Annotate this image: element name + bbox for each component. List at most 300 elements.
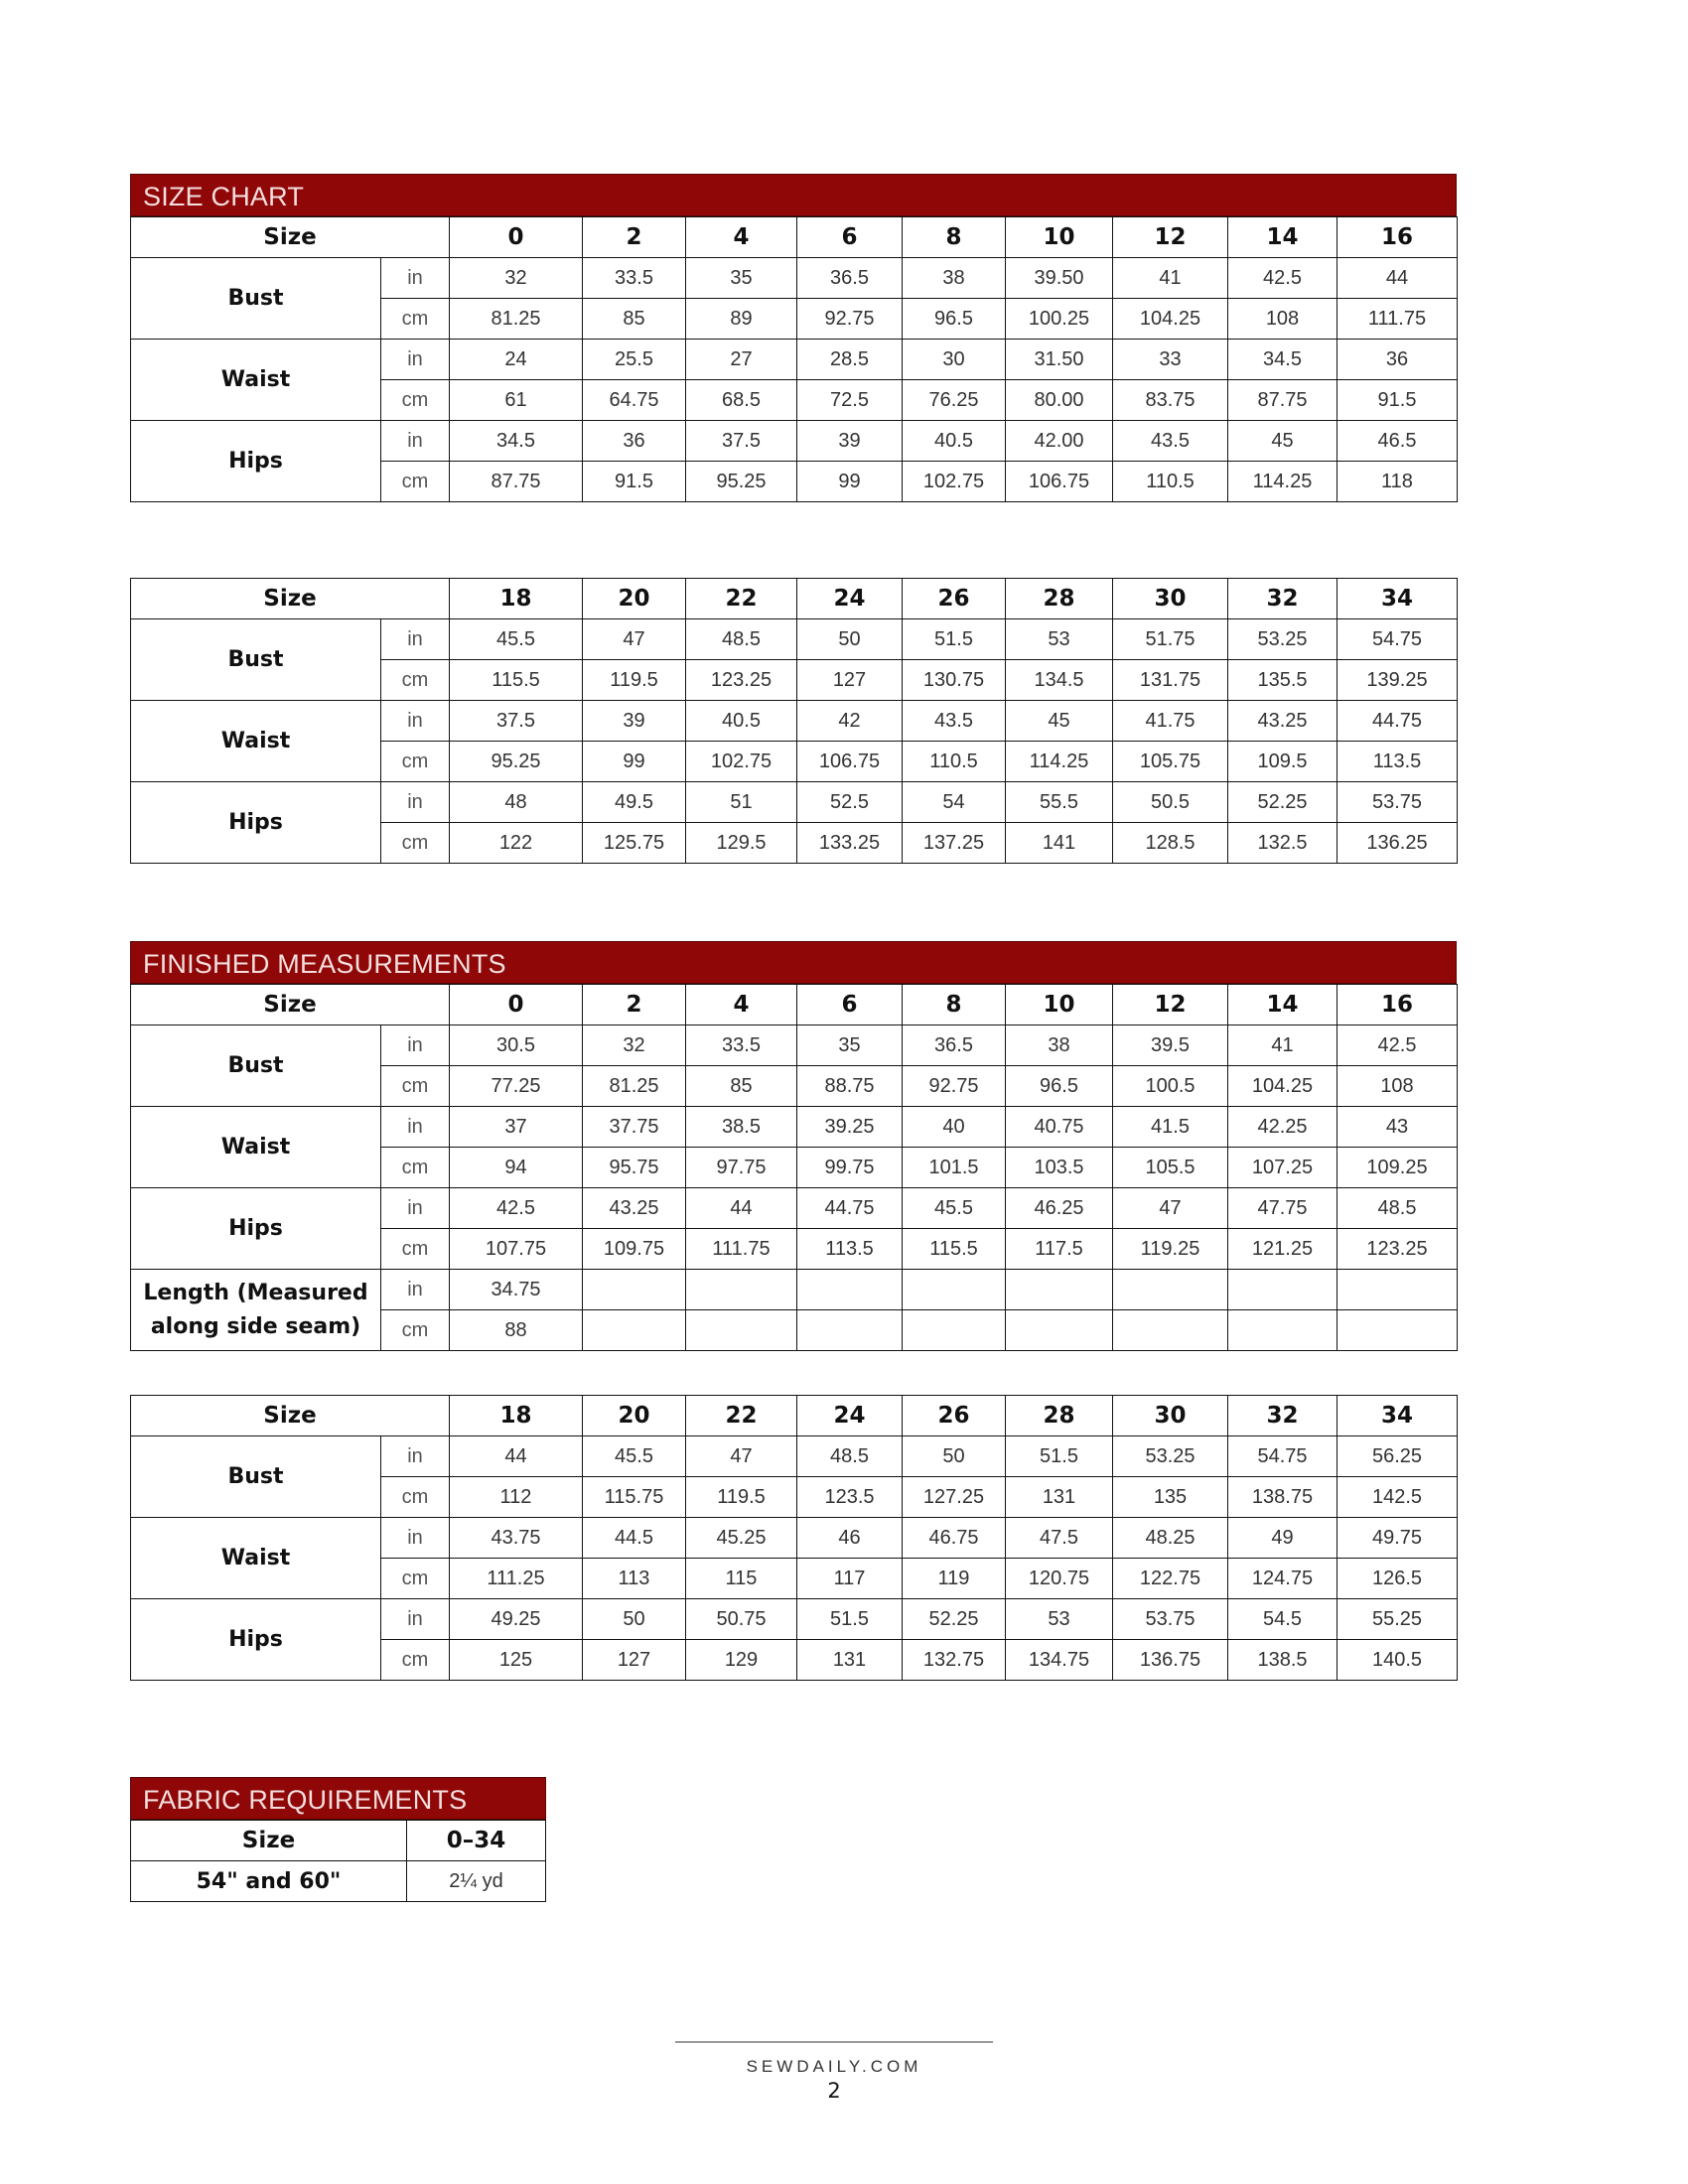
size-header-row [131,579,1458,619]
measurement-value: 127.25 [903,1477,1006,1518]
measurement-value: 132.5 [1228,823,1337,864]
measurement-value: 35 [686,258,797,299]
measurement-value: 33.5 [686,1025,797,1066]
measurement-value: 123.25 [1337,1229,1458,1270]
measurement-value: 139.25 [1337,660,1458,701]
measurement-row-in [131,782,1458,823]
size-column-header: 4 [686,217,797,258]
measurement-value: 41.75 [1113,701,1228,742]
measurement-value: 131 [797,1640,903,1681]
measurement-value: 44 [686,1188,797,1229]
measurement-value: 134.5 [1006,660,1113,701]
measurement-value: 122.75 [1113,1559,1228,1599]
measurement-value: 30 [903,340,1006,380]
measurement-value: 81.25 [583,1066,686,1107]
measurement-value: 138.75 [1228,1477,1337,1518]
measurement-value: 130.75 [903,660,1006,701]
size-label: Size [131,1396,450,1436]
measurement-value: 141 [1006,823,1113,864]
measurement-value: 37.75 [583,1107,686,1148]
measurement-value: 49.75 [1337,1518,1458,1559]
measurement-value: 111.25 [450,1559,583,1599]
unit-label: cm [381,1066,450,1107]
measurement-value: 48 [450,782,583,823]
measurement-value: 51.5 [1006,1436,1113,1477]
measurement-value: 37 [450,1107,583,1148]
fabric-amount: 2¼ yd [407,1861,546,1902]
measurement-value: 53.75 [1113,1599,1228,1640]
unit-label: in [381,1107,450,1148]
measurement-value: 91.5 [1337,380,1458,421]
measurement-value: 113.5 [1337,742,1458,782]
measurement-value: 129 [686,1640,797,1681]
measurement-value: 76.25 [903,380,1006,421]
size-label: Size [131,579,450,619]
measurement-value: 126.5 [1337,1559,1458,1599]
size-column-header: 24 [797,579,903,619]
measurement-value: 99.75 [797,1148,903,1188]
measurement-value: 54.75 [1337,619,1458,660]
unit-label: in [381,1599,450,1640]
size-column-header: 6 [797,985,903,1025]
measurement-value: 115 [686,1559,797,1599]
measurement-value: 49.25 [450,1599,583,1640]
measurement-value: 53.75 [1337,782,1458,823]
measurement-value: 87.75 [1228,380,1337,421]
measurement-value: 34.5 [1228,340,1337,380]
measurement-value: 37.5 [686,421,797,462]
fabric-row [131,1861,546,1902]
measurement-value: 52.25 [903,1599,1006,1640]
measurement-value: 39.50 [1006,258,1113,299]
measurement-value: 102.75 [903,462,1006,502]
measurement-value [1006,1270,1113,1310]
measurement-value: 87.75 [450,462,583,502]
measurement-value: 53 [1006,1599,1113,1640]
measurement-value: 118 [1337,462,1458,502]
measurement-value: 131 [1006,1477,1113,1518]
size-header-row [131,1396,1458,1436]
measurement-value: 51.75 [1113,619,1228,660]
measurement-value: 88.75 [797,1066,903,1107]
size-column-header: 26 [903,579,1006,619]
measurement-value: 34.75 [450,1270,583,1310]
measurement-value: 40.5 [686,701,797,742]
measurement-value: 51 [686,782,797,823]
size-column-header: 10 [1006,985,1113,1025]
unit-label: cm [381,1310,450,1351]
measurement-label: Waist [131,1518,381,1599]
unit-label: in [381,1436,450,1477]
measurement-value [1337,1270,1458,1310]
measurement-value: 106.75 [1006,462,1113,502]
finished-measurements-section-2 [130,1395,1457,1681]
measurement-value: 135.5 [1228,660,1337,701]
measurement-row-in [131,1188,1458,1229]
measurement-value: 115.5 [903,1229,1006,1270]
measurement-value: 36.5 [903,1025,1006,1066]
measurement-value: 25.5 [583,340,686,380]
measurement-value: 111.75 [686,1229,797,1270]
size-column-header: 22 [686,579,797,619]
measurement-value: 108 [1228,299,1337,340]
size-column-header: 22 [686,1396,797,1436]
measurement-value: 47 [583,619,686,660]
measurement-value: 42.25 [1228,1107,1337,1148]
measurement-value: 132.75 [903,1640,1006,1681]
fabric-requirements-section [130,1777,546,1902]
measurement-value [1228,1270,1337,1310]
measurement-value: 96.5 [1006,1066,1113,1107]
fabric-size-label: Size [131,1821,407,1861]
size-header-row [131,217,1458,258]
size-column-header: 8 [903,217,1006,258]
measurement-value: 38 [903,258,1006,299]
unit-label: cm [381,380,450,421]
measurement-value: 123.5 [797,1477,903,1518]
measurement-row-in [131,1518,1458,1559]
measurement-value: 51.5 [903,619,1006,660]
measurement-value: 30.5 [450,1025,583,1066]
fabric-size-range: 0–34 [407,1821,546,1861]
measurement-row-in [131,1270,1458,1310]
size-column-header: 8 [903,985,1006,1025]
size-label: Size [131,217,450,258]
measurement-value: 44.75 [1337,701,1458,742]
measurement-row-in [131,421,1458,462]
finished-measurements-title: FINISHED MEASUREMENTS [130,941,1457,984]
measurement-value: 33 [1113,340,1228,380]
measurement-value: 54 [903,782,1006,823]
size-column-header: 30 [1113,579,1228,619]
measurement-value: 53 [1006,619,1113,660]
measurement-value: 64.75 [583,380,686,421]
measurement-value: 48.25 [1113,1518,1228,1559]
size-column-header: 28 [1006,579,1113,619]
measurement-value: 136.75 [1113,1640,1228,1681]
measurement-value: 110.5 [903,742,1006,782]
measurement-value: 61 [450,380,583,421]
measurement-value: 94 [450,1148,583,1188]
measurement-value [1113,1310,1228,1351]
measurement-row-in [131,1025,1458,1066]
unit-label: in [381,258,450,299]
measurement-value: 42.5 [450,1188,583,1229]
measurement-label: Length (Measured along side seam) [131,1270,381,1351]
unit-label: cm [381,299,450,340]
size-column-header: 0 [450,985,583,1025]
measurement-value: 119 [903,1559,1006,1599]
measurement-value: 127 [797,660,903,701]
measurement-value: 41 [1228,1025,1337,1066]
measurement-value: 34.5 [450,421,583,462]
measurement-value: 48.5 [1337,1188,1458,1229]
measurement-value: 55.5 [1006,782,1113,823]
finished-table-1 [130,984,1458,1351]
size-column-header: 18 [450,579,583,619]
measurement-value: 46.25 [1006,1188,1113,1229]
unit-label: cm [381,1559,450,1599]
size-column-header: 14 [1228,985,1337,1025]
measurement-label: Bust [131,1025,381,1107]
fabric-header-row [131,1821,546,1861]
measurement-label: Hips [131,421,381,502]
fabric-table [130,1820,546,1902]
measurement-value: 40.5 [903,421,1006,462]
size-column-header: 20 [583,579,686,619]
measurement-value [797,1310,903,1351]
measurement-value: 109.5 [1228,742,1337,782]
measurement-value: 96.5 [903,299,1006,340]
finished-table-2 [130,1395,1458,1681]
size-column-header: 34 [1337,1396,1458,1436]
measurement-value: 33.5 [583,258,686,299]
unit-label: in [381,782,450,823]
measurement-value: 37.5 [450,701,583,742]
unit-label: cm [381,1640,450,1681]
measurement-value [583,1310,686,1351]
measurement-value: 114.25 [1228,462,1337,502]
measurement-value [903,1310,1006,1351]
measurement-value: 123.25 [686,660,797,701]
unit-label: in [381,421,450,462]
size-column-header: 4 [686,985,797,1025]
size-chart-section-2 [130,578,1457,864]
measurement-row-in [131,701,1458,742]
measurement-value: 50 [583,1599,686,1640]
measurement-value: 48.5 [686,619,797,660]
measurement-value: 45 [1006,701,1113,742]
measurement-value: 40 [903,1107,1006,1148]
measurement-value: 51.5 [797,1599,903,1640]
measurement-value: 115.5 [450,660,583,701]
measurement-value: 137.25 [903,823,1006,864]
measurement-value: 121.25 [1228,1229,1337,1270]
footer-divider [675,2041,993,2043]
measurement-value: 43.25 [1228,701,1337,742]
unit-label: in [381,701,450,742]
measurement-value: 95.75 [583,1148,686,1188]
measurement-value: 119.25 [1113,1229,1228,1270]
measurement-value: 44.5 [583,1518,686,1559]
measurement-value: 142.5 [1337,1477,1458,1518]
size-column-header: 14 [1228,217,1337,258]
measurement-value: 47.75 [1228,1188,1337,1229]
measurement-value: 48.5 [797,1436,903,1477]
size-column-header: 6 [797,217,903,258]
measurement-row-in [131,619,1458,660]
size-column-header: 32 [1228,1396,1337,1436]
size-column-header: 20 [583,1396,686,1436]
size-column-header: 28 [1006,1396,1113,1436]
measurement-value: 102.75 [686,742,797,782]
measurement-value [1228,1310,1337,1351]
size-column-header: 24 [797,1396,903,1436]
measurement-value: 46.5 [1337,421,1458,462]
measurement-value: 45 [1228,421,1337,462]
measurement-value [686,1310,797,1351]
measurement-value: 36 [583,421,686,462]
measurement-value: 99 [797,462,903,502]
unit-label: cm [381,1477,450,1518]
size-label: Size [131,985,450,1025]
size-column-header: 32 [1228,579,1337,619]
measurement-value: 105.75 [1113,742,1228,782]
page-footer [675,2041,993,2103]
measurement-value: 28.5 [797,340,903,380]
measurement-value: 127 [583,1640,686,1681]
measurement-label: Waist [131,701,381,782]
measurement-value: 44.75 [797,1188,903,1229]
measurement-value: 140.5 [1337,1640,1458,1681]
measurement-value: 39 [797,421,903,462]
unit-label: cm [381,823,450,864]
measurement-value: 43.75 [450,1518,583,1559]
measurement-value: 133.25 [797,823,903,864]
size-column-header: 34 [1337,579,1458,619]
size-chart-table-1 [130,216,1458,502]
measurement-value: 68.5 [686,380,797,421]
measurement-value: 43.5 [903,701,1006,742]
measurement-value: 27 [686,340,797,380]
measurement-value: 125.75 [583,823,686,864]
measurement-value: 92.75 [903,1066,1006,1107]
measurement-value: 89 [686,299,797,340]
measurement-value: 111.75 [1337,299,1458,340]
measurement-value: 107.25 [1228,1148,1337,1188]
measurement-label: Waist [131,340,381,421]
measurement-value: 42.5 [1228,258,1337,299]
measurement-value: 107.75 [450,1229,583,1270]
measurement-row-in [131,1107,1458,1148]
measurement-value: 35 [797,1025,903,1066]
measurement-value: 53.25 [1228,619,1337,660]
unit-label: in [381,619,450,660]
measurement-value [583,1270,686,1310]
unit-label: cm [381,1229,450,1270]
measurement-label: Bust [131,619,381,701]
measurement-value: 103.5 [1006,1148,1113,1188]
measurement-value: 44 [1337,258,1458,299]
unit-label: cm [381,742,450,782]
measurement-value: 47 [686,1436,797,1477]
measurement-value: 105.5 [1113,1148,1228,1188]
measurement-value: 32 [583,1025,686,1066]
measurement-value: 101.5 [903,1148,1006,1188]
measurement-value: 43.25 [583,1188,686,1229]
measurement-value: 41 [1113,258,1228,299]
measurement-value: 119.5 [686,1477,797,1518]
measurement-value: 53.25 [1113,1436,1228,1477]
measurement-value: 108 [1337,1066,1458,1107]
page-number: 2 [827,2079,841,2103]
measurement-value: 88 [450,1310,583,1351]
measurement-value: 114.25 [1006,742,1113,782]
measurement-value: 117 [797,1559,903,1599]
measurement-value: 85 [583,299,686,340]
measurement-value: 113.5 [797,1229,903,1270]
measurement-value: 41.5 [1113,1107,1228,1148]
measurement-value: 24 [450,340,583,380]
size-column-header: 2 [583,217,686,258]
measurement-row-in [131,340,1458,380]
measurement-value: 115.75 [583,1477,686,1518]
size-column-header: 2 [583,985,686,1025]
unit-label: in [381,1025,450,1066]
unit-label: in [381,1188,450,1229]
measurement-value: 42.5 [1337,1025,1458,1066]
fabric-width-label: 54" and 60" [131,1861,407,1902]
footer-site: SEWDAILY.COM [746,2057,922,2076]
measurement-value: 45.5 [450,619,583,660]
size-chart-section [130,174,1457,502]
measurement-value: 36 [1337,340,1458,380]
measurement-value: 42 [797,701,903,742]
size-column-header: 10 [1006,217,1113,258]
measurement-value: 39.5 [1113,1025,1228,1066]
measurement-value: 38.5 [686,1107,797,1148]
measurement-value: 52.25 [1228,782,1337,823]
measurement-value [797,1270,903,1310]
measurement-value: 106.75 [797,742,903,782]
measurement-value: 131.75 [1113,660,1228,701]
measurement-value: 50.75 [686,1599,797,1640]
measurement-value: 129.5 [686,823,797,864]
measurement-row-in [131,1436,1458,1477]
measurement-value: 49 [1228,1518,1337,1559]
measurement-value: 125 [450,1640,583,1681]
measurement-label: Bust [131,258,381,340]
measurement-value: 32 [450,258,583,299]
measurement-value: 112 [450,1477,583,1518]
measurement-value: 54.75 [1228,1436,1337,1477]
measurement-value: 81.25 [450,299,583,340]
measurement-value: 44 [450,1436,583,1477]
measurement-value: 104.25 [1228,1066,1337,1107]
measurement-value: 54.5 [1228,1599,1337,1640]
measurement-value: 104.25 [1113,299,1228,340]
measurement-value: 50 [903,1436,1006,1477]
measurement-value: 39.25 [797,1107,903,1148]
measurement-value: 109.75 [583,1229,686,1270]
measurement-label: Hips [131,1188,381,1270]
unit-label: in [381,1270,450,1310]
unit-label: in [381,1518,450,1559]
measurement-value: 55.25 [1337,1599,1458,1640]
measurement-value: 113 [583,1559,686,1599]
fabric-requirements-title: FABRIC REQUIREMENTS [130,1777,546,1820]
measurement-label: Hips [131,782,381,864]
measurement-value [903,1270,1006,1310]
size-column-header: 18 [450,1396,583,1436]
measurement-value: 80.00 [1006,380,1113,421]
measurement-value [1113,1270,1228,1310]
measurement-value [686,1270,797,1310]
measurement-value: 43.5 [1113,421,1228,462]
unit-label: cm [381,1148,450,1188]
measurement-value: 47.5 [1006,1518,1113,1559]
measurement-value: 138.5 [1228,1640,1337,1681]
size-column-header: 26 [903,1396,1006,1436]
measurement-label: Hips [131,1599,381,1681]
size-column-header: 30 [1113,1396,1228,1436]
measurement-value: 50 [797,619,903,660]
unit-label: cm [381,660,450,701]
measurement-value: 95.25 [686,462,797,502]
measurement-value: 110.5 [1113,462,1228,502]
size-column-header: 12 [1113,217,1228,258]
measurement-value: 38 [1006,1025,1113,1066]
